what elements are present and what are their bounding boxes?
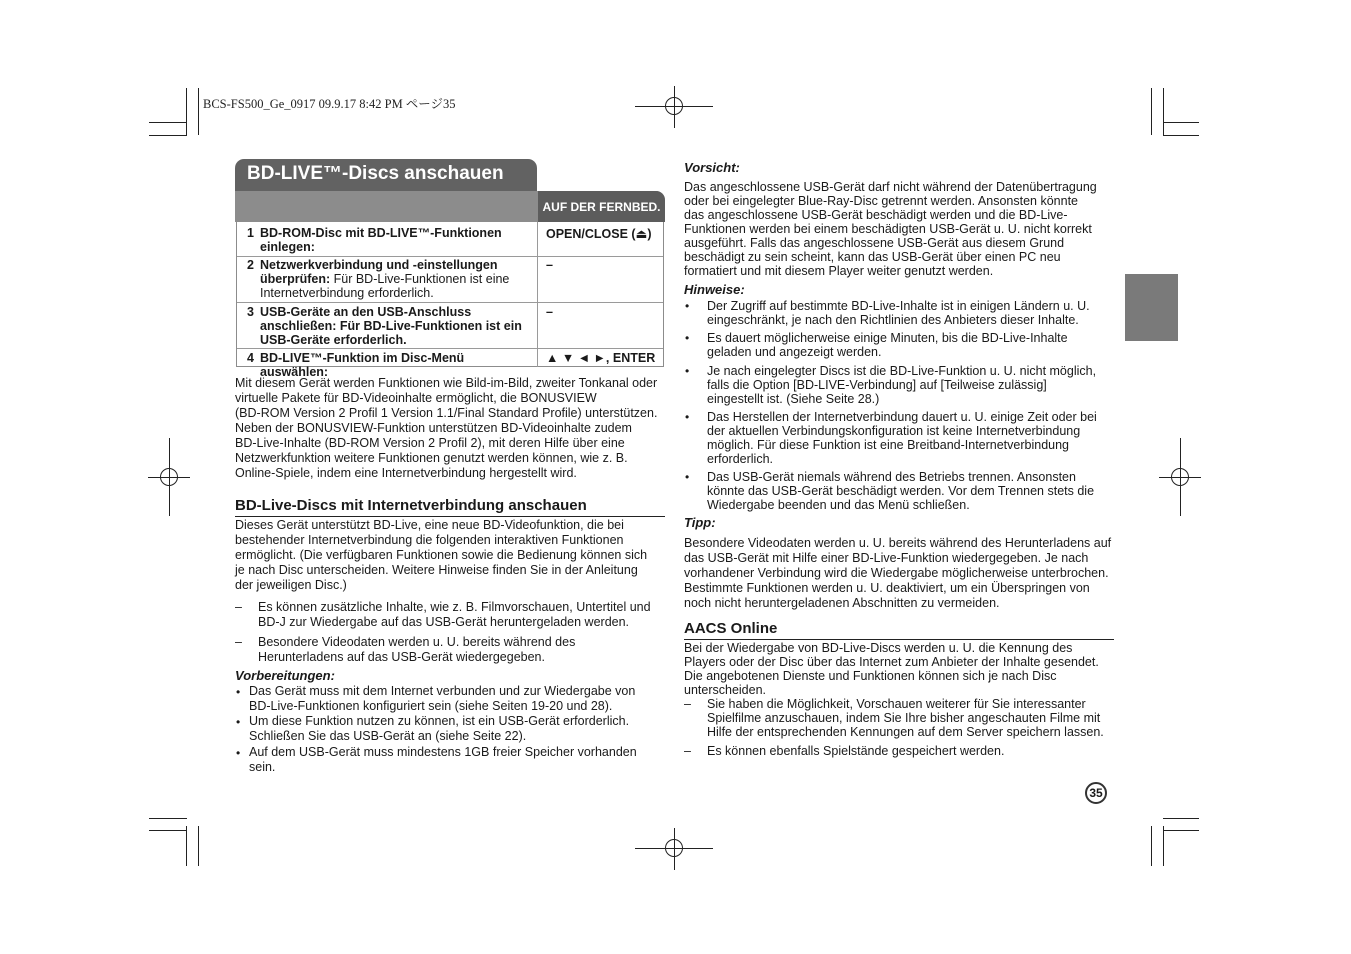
- tip-paragraph: Besondere Videodaten werden u. U. bereits während des Herunterladens auf das USB-Gerät mit Hilfe einer BD-Live-Funktion wiedergegeben. Je nach vorhandener Verbindung wird die Wiedergabe möglicherweise unterbrochen. Bestimmte Funktionen werden u. U. deaktiviert, um ein Überspringen von noch nicht heruntergeladenen Abschnitten zu vermeiden.: [684, 536, 1112, 610]
- list-item: Je nach eingelegter Discs ist die BD-Live-Funktion u. U. nicht möglich, falls die Option [BD-LIVE-Verbindung] auf [Teilweise zulässig] eingestellt ist. (Siehe Seite 28.): [707, 364, 1097, 406]
- crop-mark: [1163, 135, 1199, 136]
- crop-mark: [1151, 88, 1152, 135]
- crop-mark: [149, 122, 187, 123]
- crop-mark: [149, 830, 187, 831]
- step-text: USB-Geräte an den USB-Anschluss anschließen: Für BD-Live-Funktionen ist ein USB-Geräte erforderlich.: [260, 305, 522, 347]
- caution-paragraph: Das angeschlossene USB-Gerät darf nicht während der Datenübertragung oder bei eingelegter Blue-Ray-Disc getrennt werden. Ansonsten könnte das angeschlossene USB-Gerät beschädigt werden und die BD-Live- Funktionen werden bei einem beschädigten USB-Gerät u. U. nicht korrekt ausgeführt. Falls das angeschlossene USB-Gerät aus diesem Grund beschädigt zu sein scheint, kann das USB-Gerät über einen PC neu formatiert und mit diesem Player weiter genutzt werden.: [684, 180, 1097, 278]
- crop-mark: [1151, 826, 1152, 866]
- list-item: Besondere Videodaten werden u. U. bereits während des Herunterladens auf das USB-Gerät wiedergegeben.: [258, 635, 576, 664]
- step-text: Netzwerkverbindung und -einstellungen überprüfen: Für BD-Live-Funktionen ist eine Internetverbindung erforderlich.: [260, 258, 510, 300]
- list-item: Das Herstellen der Internetverbindung dauert u. U. einige Zeit oder bei der aktuellen Verbindungskonfiguration ist keine Internetverbindung möglich. Für diese Funktion ist eine Breitband-Internetverbindung erforderlich.: [707, 410, 1097, 466]
- section-heading: AACS Online: [684, 620, 778, 637]
- list-item: Auf dem USB-Gerät muss mindestens 1GB freier Speicher vorhanden sein.: [249, 745, 637, 774]
- crop-mark: [149, 818, 187, 819]
- crop-mark: [1163, 826, 1164, 866]
- step-action: –: [546, 258, 553, 272]
- list-item: Das Gerät muss mit dem Internet verbunden und zur Wiedergabe von BD-Live-Funktionen konfiguriert sein (siehe Seiten 19-20 und 28).: [249, 684, 636, 713]
- table-header-remote: AUF DER FERNBED.: [538, 191, 665, 222]
- page-title: BD-LIVE™-Discs anschauen: [235, 159, 537, 191]
- aacs-paragraph: Bei der Wiedergabe von BD-Live-Discs werden u. U. die Kennung des Players oder der Disc über das Internet zum Anbieter der Inhalte gesendet. Die angebotenen Dienste und Funktionen können sich je nach Disc unterscheiden.: [684, 641, 1099, 697]
- caution-heading: Vorsicht:: [684, 160, 740, 175]
- list-item: Der Zugriff auf bestimmte BD-Live-Inhalte ist in einigen Ländern u. U. eingeschränkt, je nach den Richtlinien des Anbieters dieser Inhalte.: [707, 299, 1090, 327]
- list-item: Um diese Funktion nutzen zu können, ist ein USB-Gerät erforderlich. Schließen Sie das USB-Gerät an (siehe Seite 22).: [249, 714, 630, 743]
- intro-paragraph: Mit diesem Gerät werden Funktionen wie Bild-im-Bild, zweiter Tonkanal oder virtuelle Pakete für BD-Videoinhalte ermöglicht, die BONUSVIEW (BD-ROM Version 2 Profil 1 Version 1.1/Final Standard Profile) unterstützen. Neben der BONUSVIEW-Funktion unterstützen BD-Videoinhalte zudem BD-Live-Inhalte (BD-ROM Version 2 Profil 2), mit deren Hilfe über eine Netzwerkfunktion weitere Funktionen genutzt werden können, wie z. B. Online-Spiele, indem eine Internetverbindung hergestellt wird.: [235, 376, 658, 480]
- step-number: 1: [247, 226, 254, 240]
- crop-mark: [198, 88, 199, 135]
- print-slug: BCS-FS500_Ge_0917 09.9.17 8:42 PM ページ35: [203, 97, 456, 111]
- step-action: ▲ ▼ ◄ ►, ENTER: [546, 351, 656, 365]
- crop-mark: [1163, 818, 1199, 819]
- heading-rule: [235, 516, 665, 517]
- list-item: Es können ebenfalls Spielstände gespeichert werden.: [707, 744, 1005, 758]
- tip-heading: Tipp:: [684, 515, 716, 530]
- list-item: Es dauert möglicherweise einige Minuten, bis die BD-Live-Inhalte geladen und angezeigt werden.: [707, 331, 1068, 359]
- crop-mark: [149, 135, 187, 136]
- step-number: 4: [247, 351, 254, 365]
- crop-mark: [198, 826, 199, 866]
- section-heading: BD-Live-Discs mit Internetverbindung anschauen: [235, 497, 587, 514]
- prep-heading: Vorbereitungen:: [235, 668, 335, 683]
- step-text: BD-ROM-Disc mit BD-LIVE™-Funktionen einlegen:: [260, 226, 502, 254]
- step-number: 2: [247, 258, 254, 272]
- step-action: OPEN/CLOSE (⏏): [546, 227, 652, 241]
- section-paragraph: Dieses Gerät unterstützt BD-Live, eine neue BD-Videofunktion, die bei bestehender Internetverbindung die folgenden interaktiven Funktionen ermöglicht. (Die verfügbaren Funktionen sowie die Bedienung können sich je nach Disc unterscheiden. Weitere Hinweise finden Sie in der Anleitung der jeweiligen Disc.): [235, 518, 648, 592]
- step-text: BD-LIVE™-Funktion im Disc-Menü auswählen:: [260, 351, 465, 379]
- step-action: –: [546, 305, 553, 319]
- crop-mark: [186, 826, 187, 866]
- crop-mark: [1163, 88, 1164, 135]
- notes-heading: Hinweise:: [684, 282, 745, 297]
- crop-mark: [186, 88, 187, 135]
- heading-rule: [684, 639, 1114, 640]
- step-number: 3: [247, 305, 254, 319]
- chapter-tab: [1125, 274, 1178, 341]
- list-item: Sie haben die Möglichkeit, Vorschauen weiterer für Sie interessanter Spielfilme anzuschauen, indem Sie Ihre bisher angeschauten Filme mit Hilfe der entsprechenden Kennungen auf dem Server speichern lassen.: [707, 697, 1104, 739]
- page-number: 35: [1085, 782, 1107, 804]
- list-item: Das USB-Gerät niemals während des Betriebs trennen. Ansonsten könnte das USB-Gerät beschädigt werden. Vor dem Trennen stets die Wiedergabe beenden und das Menü schließen.: [707, 470, 1095, 512]
- crop-mark: [1163, 830, 1199, 831]
- crop-mark: [1163, 122, 1199, 123]
- list-item: Es können zusätzliche Inhalte, wie z. B. Filmvorschauen, Untertitel und BD-J zur Wiedergabe auf das USB-Gerät heruntergeladen werden.: [258, 600, 651, 629]
